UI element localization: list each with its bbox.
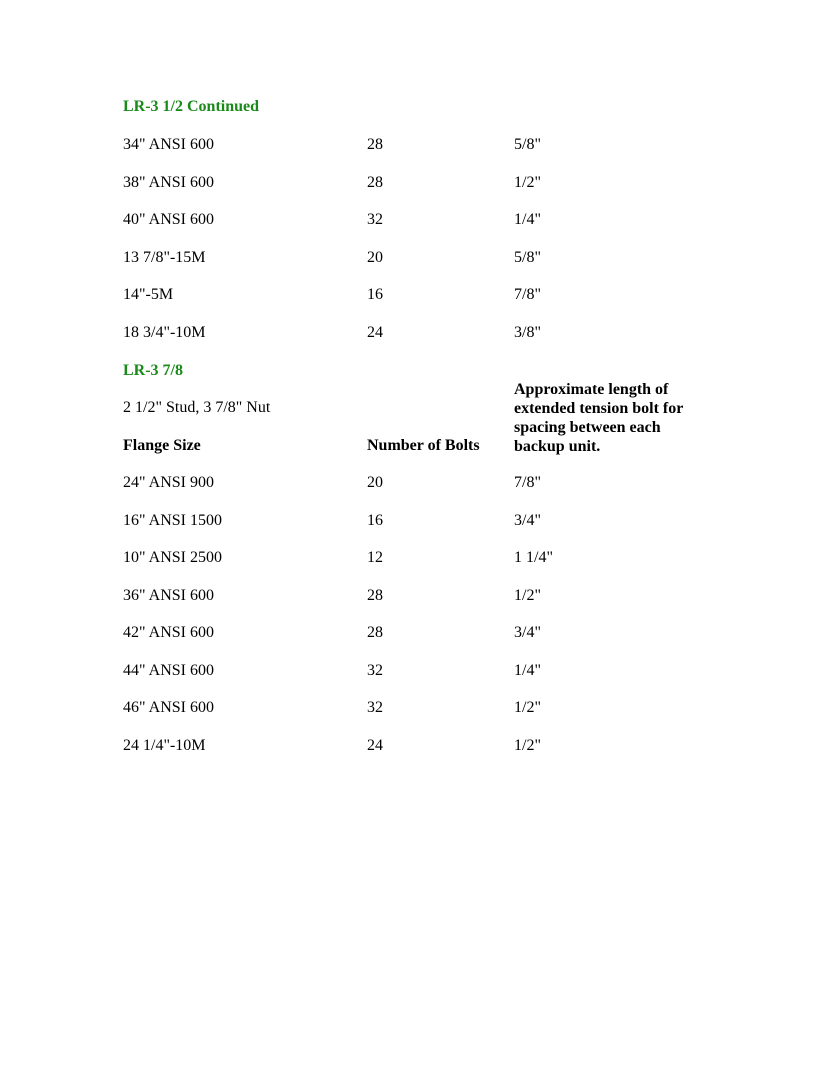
flange-size-cell: 24" ANSI 900 <box>123 474 214 491</box>
flange-size-cell: 16" ANSI 1500 <box>123 512 222 529</box>
bolt-count-cell: 32 <box>367 699 383 716</box>
column-header-flange-size: Flange Size <box>123 437 201 454</box>
flange-size-cell: 24 1/4"-10M <box>123 737 206 754</box>
header-line: extended tension bolt for <box>514 400 684 417</box>
table-row <box>123 248 723 268</box>
bolt-count-cell: 28 <box>367 624 383 641</box>
bolt-count-cell: 28 <box>367 587 383 604</box>
bolt-length-cell: 1/2" <box>514 587 541 604</box>
bolt-count-cell: 32 <box>367 662 383 679</box>
flange-size-cell: 10" ANSI 2500 <box>123 549 222 566</box>
stud-nut-subheading: 2 1/2" Stud, 3 7/8" Nut <box>123 399 271 416</box>
bolt-length-cell: 5/8" <box>514 249 541 266</box>
header-line: spacing between each <box>514 419 661 436</box>
header-line: backup unit. <box>514 438 601 455</box>
flange-size-cell: 46" ANSI 600 <box>123 699 214 716</box>
bolt-count-cell: 12 <box>367 549 383 566</box>
bolt-count-cell: 16 <box>367 512 383 529</box>
bolt-length-cell: 3/4" <box>514 512 541 529</box>
bolt-length-cell: 3/4" <box>514 624 541 641</box>
table-row <box>123 323 723 343</box>
table-row <box>123 285 723 305</box>
bolt-count-cell: 24 <box>367 737 383 754</box>
bolt-count-cell: 20 <box>367 249 383 266</box>
section-heading-lr-3-7-8: LR-3 7/8 <box>123 362 183 379</box>
bolt-count-cell: 28 <box>367 174 383 191</box>
flange-size-cell: 18 3/4"-10M <box>123 324 206 341</box>
table-row <box>123 698 723 718</box>
flange-size-cell: 34" ANSI 600 <box>123 136 214 153</box>
bolt-count-cell: 32 <box>367 211 383 228</box>
bolt-length-cell: 3/8" <box>514 324 541 341</box>
flange-size-cell: 42" ANSI 600 <box>123 624 214 641</box>
bolt-length-cell: 1 1/4" <box>514 549 553 566</box>
bolt-length-cell: 1/2" <box>514 174 541 191</box>
table-row <box>123 173 723 193</box>
bolt-count-cell: 20 <box>367 474 383 491</box>
flange-size-cell: 44" ANSI 600 <box>123 662 214 679</box>
bolt-length-cell: 1/2" <box>514 737 541 754</box>
flange-size-cell: 40" ANSI 600 <box>123 211 214 228</box>
bolt-count-cell: 24 <box>367 324 383 341</box>
table-row <box>123 135 723 155</box>
flange-size-cell: 13 7/8"-15M <box>123 249 206 266</box>
table-row <box>123 623 723 643</box>
bolt-length-cell: 1/4" <box>514 662 541 679</box>
document-page <box>123 0 723 1078</box>
column-header-approximate-length <box>514 380 704 456</box>
flange-size-cell: 36" ANSI 600 <box>123 587 214 604</box>
table-row <box>123 210 723 230</box>
flange-size-cell: 14"-5M <box>123 286 174 303</box>
bolt-length-cell: 1/2" <box>514 699 541 716</box>
table-row <box>123 661 723 681</box>
table-row <box>123 511 723 531</box>
section-heading-lr-3-1-2: LR-3 1/2 Continued <box>123 98 260 115</box>
bolt-count-cell: 28 <box>367 136 383 153</box>
bolt-length-cell: 1/4" <box>514 211 541 228</box>
table-row <box>123 548 723 568</box>
bolt-length-cell: 7/8" <box>514 286 541 303</box>
bolt-count-cell: 16 <box>367 286 383 303</box>
table-row <box>123 473 723 493</box>
table-row <box>123 736 723 756</box>
bolt-length-cell: 5/8" <box>514 136 541 153</box>
flange-size-cell: 38" ANSI 600 <box>123 174 214 191</box>
header-line: Approximate length of <box>514 381 669 398</box>
column-header-number-of-bolts: Number of Bolts <box>367 437 480 454</box>
bolt-length-cell: 7/8" <box>514 474 541 491</box>
table-row <box>123 586 723 606</box>
